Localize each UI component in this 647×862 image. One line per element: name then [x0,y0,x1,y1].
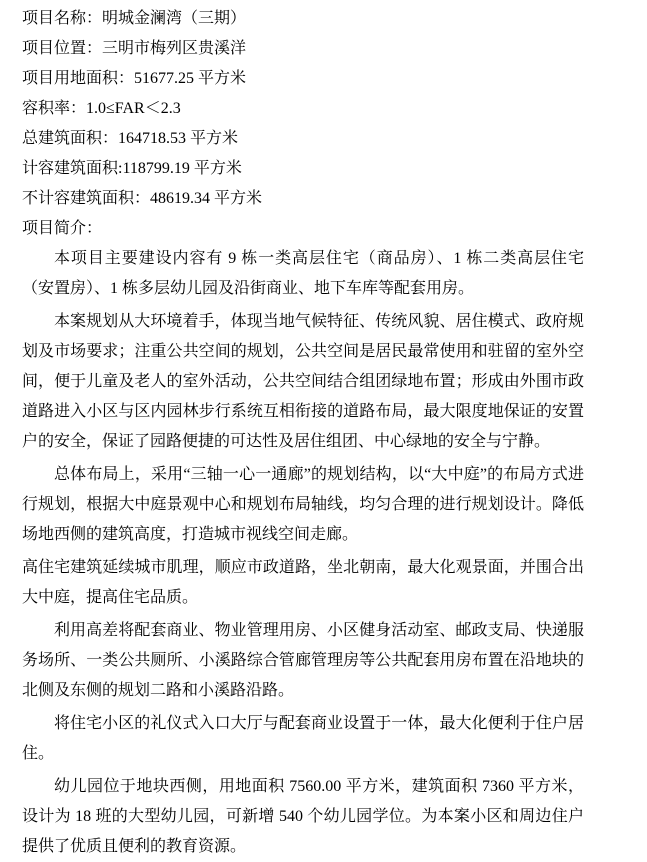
paragraph-overall-layout: 总体布局上，采用“三轴一心一通廊”的规划结构，以“大中庭”的布局方式进行规划，根据大中庭景观中心和规划布局轴线，均匀合理的进行规划设计。降低场地西侧的建筑高度，打造城市视线空间走廊。 [22,466,584,543]
paragraph-planning-environment: 本案规划从大环境着手，体现当地气候特征、传统风貌、居住模式、政府规划及市场要求；注重公共空间的规划，公共空间是居民最常使用和驻留的室外空间，便于儿童及老人的室外活动，公共空间结合组团绿地布置；形成由外围市政道路进入小区与区内园林步行系统互相衔接的道路布局，最大限度地保证的安置户的安全，保证了园路便捷的可达性及居住组团、中心绿地的安全与宁静。 [22,313,584,450]
field-floor-area-ratio: 容积率：1.0≤FAR＜2.3 [22,100,181,117]
field-uncountable-floor-area: 不计容建筑面积：48619.34 平方米 [22,190,263,207]
field-total-floor-area: 总建筑面积：164718.53 平方米 [22,130,239,147]
field-project-name: 项目名称：明城金澜湾（三期） [22,10,247,27]
paragraph-kindergarten: 幼儿园位于地块西侧，用地面积 7560.00 平方米，建筑面积 7360 平方米，设计为 18 班的大型幼儿园，可新增 540 个幼儿园学位。为本案小区和周边住户提供了优质且便利的教育资源。 [22,778,584,855]
paragraph-entrance-hall: 将住宅小区的礼仪式入口大厅与配套商业设置于一体，最大化便利于住户居住。 [22,715,584,762]
field-land-area: 项目用地面积：51677.25 平方米 [22,70,247,87]
section-label-project-intro: 项目简介： [22,220,103,237]
field-project-location: 项目位置：三明市梅列区贵溪洋 [22,40,247,57]
paragraph-construction-content: 本项目主要建设内容有 9 栋一类高层住宅（商品房）、1 栋二类高层住宅（安置房）、1 栋多层幼儿园及沿街商业、地下车库等配套用房。 [22,250,584,297]
field-countable-floor-area: 计容建筑面积:118799.19 平方米 [22,160,242,177]
paragraph-supporting-facilities: 利用高差将配套商业、物业管理用房、小区健身活动室、邮政支局、快递服务场所、一类公共厕所、小溪路综合管廊管理房等公共配套用房布置在沿地块的北侧及东侧的规划二路和小溪路沿路。 [22,622,584,699]
paragraph-residential-buildings: 高住宅建筑延续城市肌理，顺应市政道路，坐北朝南，最大化观景面，并围合出大中庭，提高住宅品质。 [22,559,584,606]
